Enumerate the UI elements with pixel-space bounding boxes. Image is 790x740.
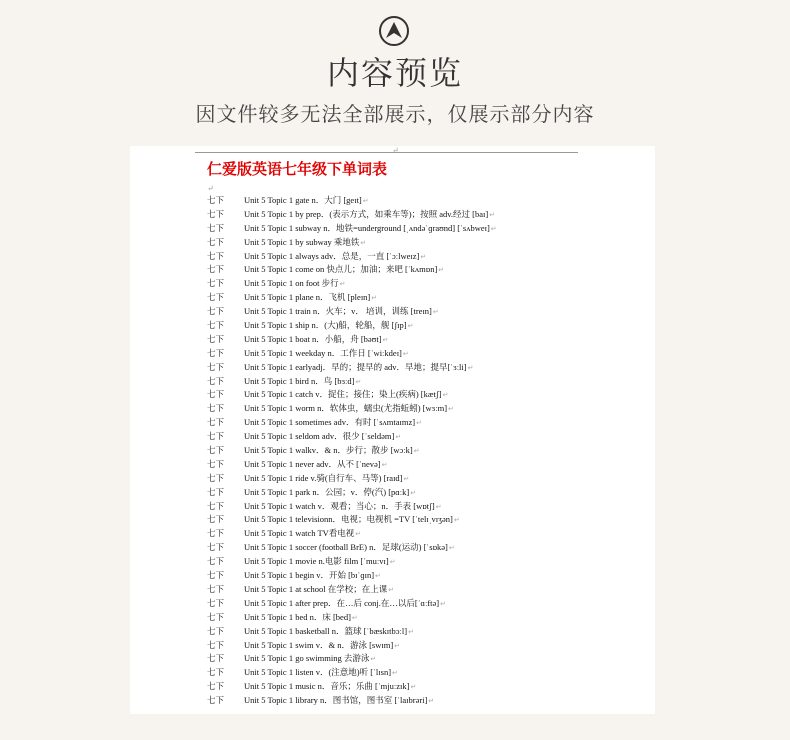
list-item — [207, 639, 647, 653]
grade-label: 七下 — [207, 264, 225, 275]
up-arrow-circle-icon — [378, 15, 410, 47]
list-item — [207, 375, 647, 389]
list-item — [207, 694, 647, 708]
list-item — [207, 402, 647, 416]
list-item — [207, 388, 647, 402]
grade-label: 七下 — [207, 292, 225, 303]
list-item — [207, 500, 647, 514]
paragraph-mark: ↵ — [440, 599, 447, 608]
grade-label: 七下 — [207, 625, 225, 636]
paragraph-mark: ↵ — [403, 474, 410, 483]
grade-label: 七下 — [207, 681, 225, 692]
list-item — [207, 416, 647, 430]
word-entry: Unit 5 Topic 1 soccer (football BrE) n．足球(运动) [ˈsɒkə] — [244, 542, 448, 553]
grade-label: 七下 — [207, 695, 225, 706]
word-entry: Unit 5 Topic 1 seldom adv．很少 [ˈseldəm] — [244, 431, 395, 442]
paragraph-mark: ↵ — [392, 669, 398, 678]
list-item — [207, 527, 647, 541]
list-item — [207, 611, 647, 625]
paragraph-mark: ↵ — [420, 252, 427, 261]
word-entry: Unit 5 Topic 1 at school 在学校；在上课 — [244, 583, 388, 594]
word-entry: Unit 5 Topic 1 go swimming 去游泳 — [244, 653, 370, 664]
list-item — [207, 652, 647, 666]
paragraph-mark: ↵ — [467, 363, 474, 372]
word-entry: Unit 5 Topic 1 by prep．(表示方式，如乘车等)；按照 adv.经过 [baɪ] — [244, 208, 489, 219]
paragraph-mark: ↵ — [442, 391, 449, 400]
paragraph-mark: ↵ — [395, 433, 402, 442]
grade-label: 七下 — [207, 667, 225, 678]
grade-label: 七下 — [207, 375, 225, 386]
word-entry: Unit 5 Topic 1 library n．图书馆，图书室 [ˈlaɪbrəri] — [244, 695, 428, 706]
list-item — [207, 569, 647, 583]
list-item — [207, 541, 647, 555]
word-entry: Unit 5 Topic 1 movie n.电影 film [ˈmuːvɪ] — [244, 556, 389, 567]
word-entry: Unit 5 Topic 1 begin v．开始 [bɪˈɡɪn] — [244, 570, 375, 581]
paragraph-mark: ↵ — [435, 502, 442, 511]
list-item — [207, 222, 647, 236]
list-item — [207, 555, 647, 569]
grade-label: 七下 — [207, 320, 225, 331]
page-title: 内容预览 — [326, 54, 463, 92]
grade-label: 七下 — [207, 333, 225, 344]
page-subtitle: 因文件较多无法全部展示，仅展示部分内容 — [195, 102, 595, 126]
word-entry: Unit 5 Topic 1 gate n．大门 [geɪt] — [244, 195, 362, 205]
grade-label: 七下 — [207, 222, 225, 233]
paragraph-mark: ↵ — [402, 349, 409, 358]
list-item — [207, 513, 647, 527]
paragraph-mark: ↵ — [408, 627, 414, 636]
grade-label: 七下 — [207, 403, 225, 414]
paragraph-mark: ↵ — [490, 224, 497, 233]
word-entry: Unit 5 Topic 1 boat n．小船，舟 [bəʊt] — [244, 333, 382, 344]
word-entry: Unit 5 Topic 1 sometimes adv．有时 [ˈsʌmtaɪmz] — [244, 417, 416, 428]
list-item — [207, 250, 647, 264]
list-item — [207, 347, 647, 361]
word-entry: Unit 5 Topic 1 catch v．捉住；接住；染上(疾病) [kætʃ] — [244, 389, 442, 400]
paragraph-mark: ↵ — [371, 294, 378, 303]
word-entry: Unit 5 Topic 1 swim v．& n．游泳 [swɪm] — [244, 639, 394, 650]
paragraph-mark: ↵ — [410, 488, 417, 497]
list-item — [207, 333, 647, 347]
grade-label: 七下 — [207, 208, 225, 219]
paragraph-mark: ↵ — [381, 460, 388, 469]
grade-label: 七下 — [207, 472, 225, 483]
word-entry: Unit 5 Topic 1 train n．火车；v． 培训，训练 [treɪn] — [244, 306, 432, 317]
word-entry: Unit 5 Topic 1 subway n．地铁=underground [ˌʌndəˈɡraʊnd] [ˈsʌbweɪ] — [244, 222, 490, 233]
list-item — [207, 583, 647, 597]
list-item — [207, 263, 647, 277]
paragraph-mark: ↵ — [360, 238, 367, 247]
list-item — [207, 208, 647, 222]
grade-label: 七下 — [207, 417, 225, 428]
grade-label: 七下 — [207, 486, 225, 497]
word-entry: Unit 5 Topic 1 come on 快点儿；加油；来吧 [ˈkʌmɒn] — [244, 264, 438, 275]
paragraph-mark: ↵ — [448, 405, 454, 414]
list-item — [207, 666, 647, 680]
list-item — [207, 277, 647, 291]
grade-label: 七下 — [207, 250, 225, 261]
paragraph-mark: ↵ — [410, 683, 417, 692]
paragraph-mark: ↵ — [375, 572, 381, 581]
grade-label: 七下 — [207, 611, 225, 622]
word-entry: Unit 5 Topic 1 always adv．总是，一直 [ˈɔːlweɪz] — [244, 250, 420, 261]
list-item — [207, 444, 647, 458]
paragraph-mark: ↵ — [413, 447, 420, 456]
word-entry: Unit 5 Topic 1 televisionn．电视；电视机 =TV [ˈtelɪˌvɪʒən] — [244, 514, 453, 525]
word-entry: Unit 5 Topic 1 music n．音乐；乐曲 [ˈmjuːzɪk] — [244, 681, 410, 692]
grade-label: 七下 — [207, 195, 225, 205]
vocabulary-list — [207, 194, 647, 708]
list-item — [207, 236, 647, 250]
list-item — [207, 680, 647, 694]
paragraph-mark: ↵ — [394, 641, 401, 650]
paragraph-mark: ↵ — [428, 697, 435, 706]
grade-label: 七下 — [207, 597, 225, 608]
document-title: 仁爱版英语七年级下单词表 — [207, 160, 388, 178]
grade-label: 七下 — [207, 278, 225, 289]
word-entry: Unit 5 Topic 1 worm n．软体虫，蠕虫(尤指蚯蚓) [wɜːm] — [244, 403, 448, 414]
list-item — [207, 305, 647, 319]
list-item — [207, 458, 647, 472]
grade-label: 七下 — [207, 653, 225, 664]
grade-label: 七下 — [207, 361, 225, 372]
word-entry: Unit 5 Topic 1 plane n．飞机 [pleɪn] — [244, 292, 371, 303]
paragraph-mark: ↵ — [355, 377, 362, 386]
word-entry: Unit 5 Topic 1 walkv．& n．步行；散步 [wɔːk] — [244, 445, 413, 456]
paragraph-mark: ↵ — [416, 419, 422, 428]
paragraph-mark: ↵ — [339, 280, 346, 289]
grade-label: 七下 — [207, 458, 225, 469]
word-entry: Unit 5 Topic 1 park n．公园；v．停(汽) [pɑːk] — [244, 486, 410, 497]
paragraph-mark: ↵ — [448, 544, 455, 553]
list-item — [207, 194, 647, 208]
paragraph-mark: ↵ — [453, 516, 460, 525]
paragraph-mark: ↵ — [355, 530, 362, 539]
document-preview — [130, 146, 655, 714]
word-entry: Unit 5 Topic 1 weekday n．工作日 [ˈwiːkdeɪ] — [244, 347, 402, 358]
paragraph-mark: ↵ — [438, 266, 445, 275]
word-entry: Unit 5 Topic 1 ride v.骑(自行车、马等) [raɪd] — [244, 472, 403, 483]
paragraph-mark: ↵ — [432, 308, 439, 317]
grade-label: 七下 — [207, 236, 225, 247]
paragraph-mark: ↵ — [489, 210, 496, 219]
list-item — [207, 361, 647, 375]
word-entry: Unit 5 Topic 1 bird n．鸟 [bɜːd] — [244, 375, 355, 386]
grade-label: 七下 — [207, 347, 225, 358]
word-entry: Unit 5 Topic 1 watch TV看电视 — [244, 528, 355, 539]
paragraph-mark: ↵ — [207, 184, 214, 193]
word-entry: Unit 5 Topic 1 earlyadj．早的；提早的 adv．早地；提早[ˈɜːli] — [244, 361, 467, 372]
word-entry: Unit 5 Topic 1 watch v．观看；当心；n．手表 [wɒtʃ] — [244, 500, 435, 511]
paragraph-mark: ↵ — [388, 585, 395, 594]
word-entry: Unit 5 Topic 1 ship n．(大)船，轮船，舰 [ʃɪp] — [244, 320, 407, 331]
grade-label: 七下 — [207, 445, 225, 456]
grade-label: 七下 — [207, 306, 225, 317]
grade-label: 七下 — [207, 431, 225, 442]
list-item — [207, 597, 647, 611]
grade-label: 七下 — [207, 542, 225, 553]
list-item — [207, 319, 647, 333]
grade-label: 七下 — [207, 639, 225, 650]
word-entry: Unit 5 Topic 1 on foot 步行 — [244, 278, 339, 289]
paragraph-mark: ↵ — [392, 146, 399, 155]
paragraph-mark: ↵ — [382, 335, 389, 344]
word-entry: Unit 5 Topic 1 after prep．在…后 conj.在…以后[ˈɑːftə] — [244, 597, 440, 608]
paragraph-mark: ↵ — [351, 613, 358, 622]
grade-label: 七下 — [207, 570, 225, 581]
list-item — [207, 486, 647, 500]
grade-label: 七下 — [207, 583, 225, 594]
paragraph-mark: ↵ — [370, 655, 377, 664]
word-entry: Unit 5 Topic 1 by subway 乘地铁 — [244, 236, 360, 247]
word-entry: Unit 5 Topic 1 never adv．从不 [ˈnevə] — [244, 458, 381, 469]
paragraph-mark: ↵ — [362, 197, 369, 205]
list-item — [207, 430, 647, 444]
header-rule — [195, 152, 578, 153]
list-item — [207, 625, 647, 639]
list-item — [207, 291, 647, 305]
paragraph-mark: ↵ — [389, 558, 396, 567]
paragraph-mark: ↵ — [407, 322, 414, 331]
word-entry: Unit 5 Topic 1 listen v．(注意地)听 [ˈlɪsn] — [244, 667, 392, 678]
grade-label: 七下 — [207, 500, 225, 511]
grade-label: 七下 — [207, 514, 225, 525]
grade-label: 七下 — [207, 528, 225, 539]
word-entry: Unit 5 Topic 1 bed n．床 [bed] — [244, 611, 351, 622]
grade-label: 七下 — [207, 556, 225, 567]
word-entry: Unit 5 Topic 1 basketball n．篮球 [ˈbæskɪtbɔːl] — [244, 625, 408, 636]
list-item — [207, 472, 647, 486]
grade-label: 七下 — [207, 389, 225, 400]
